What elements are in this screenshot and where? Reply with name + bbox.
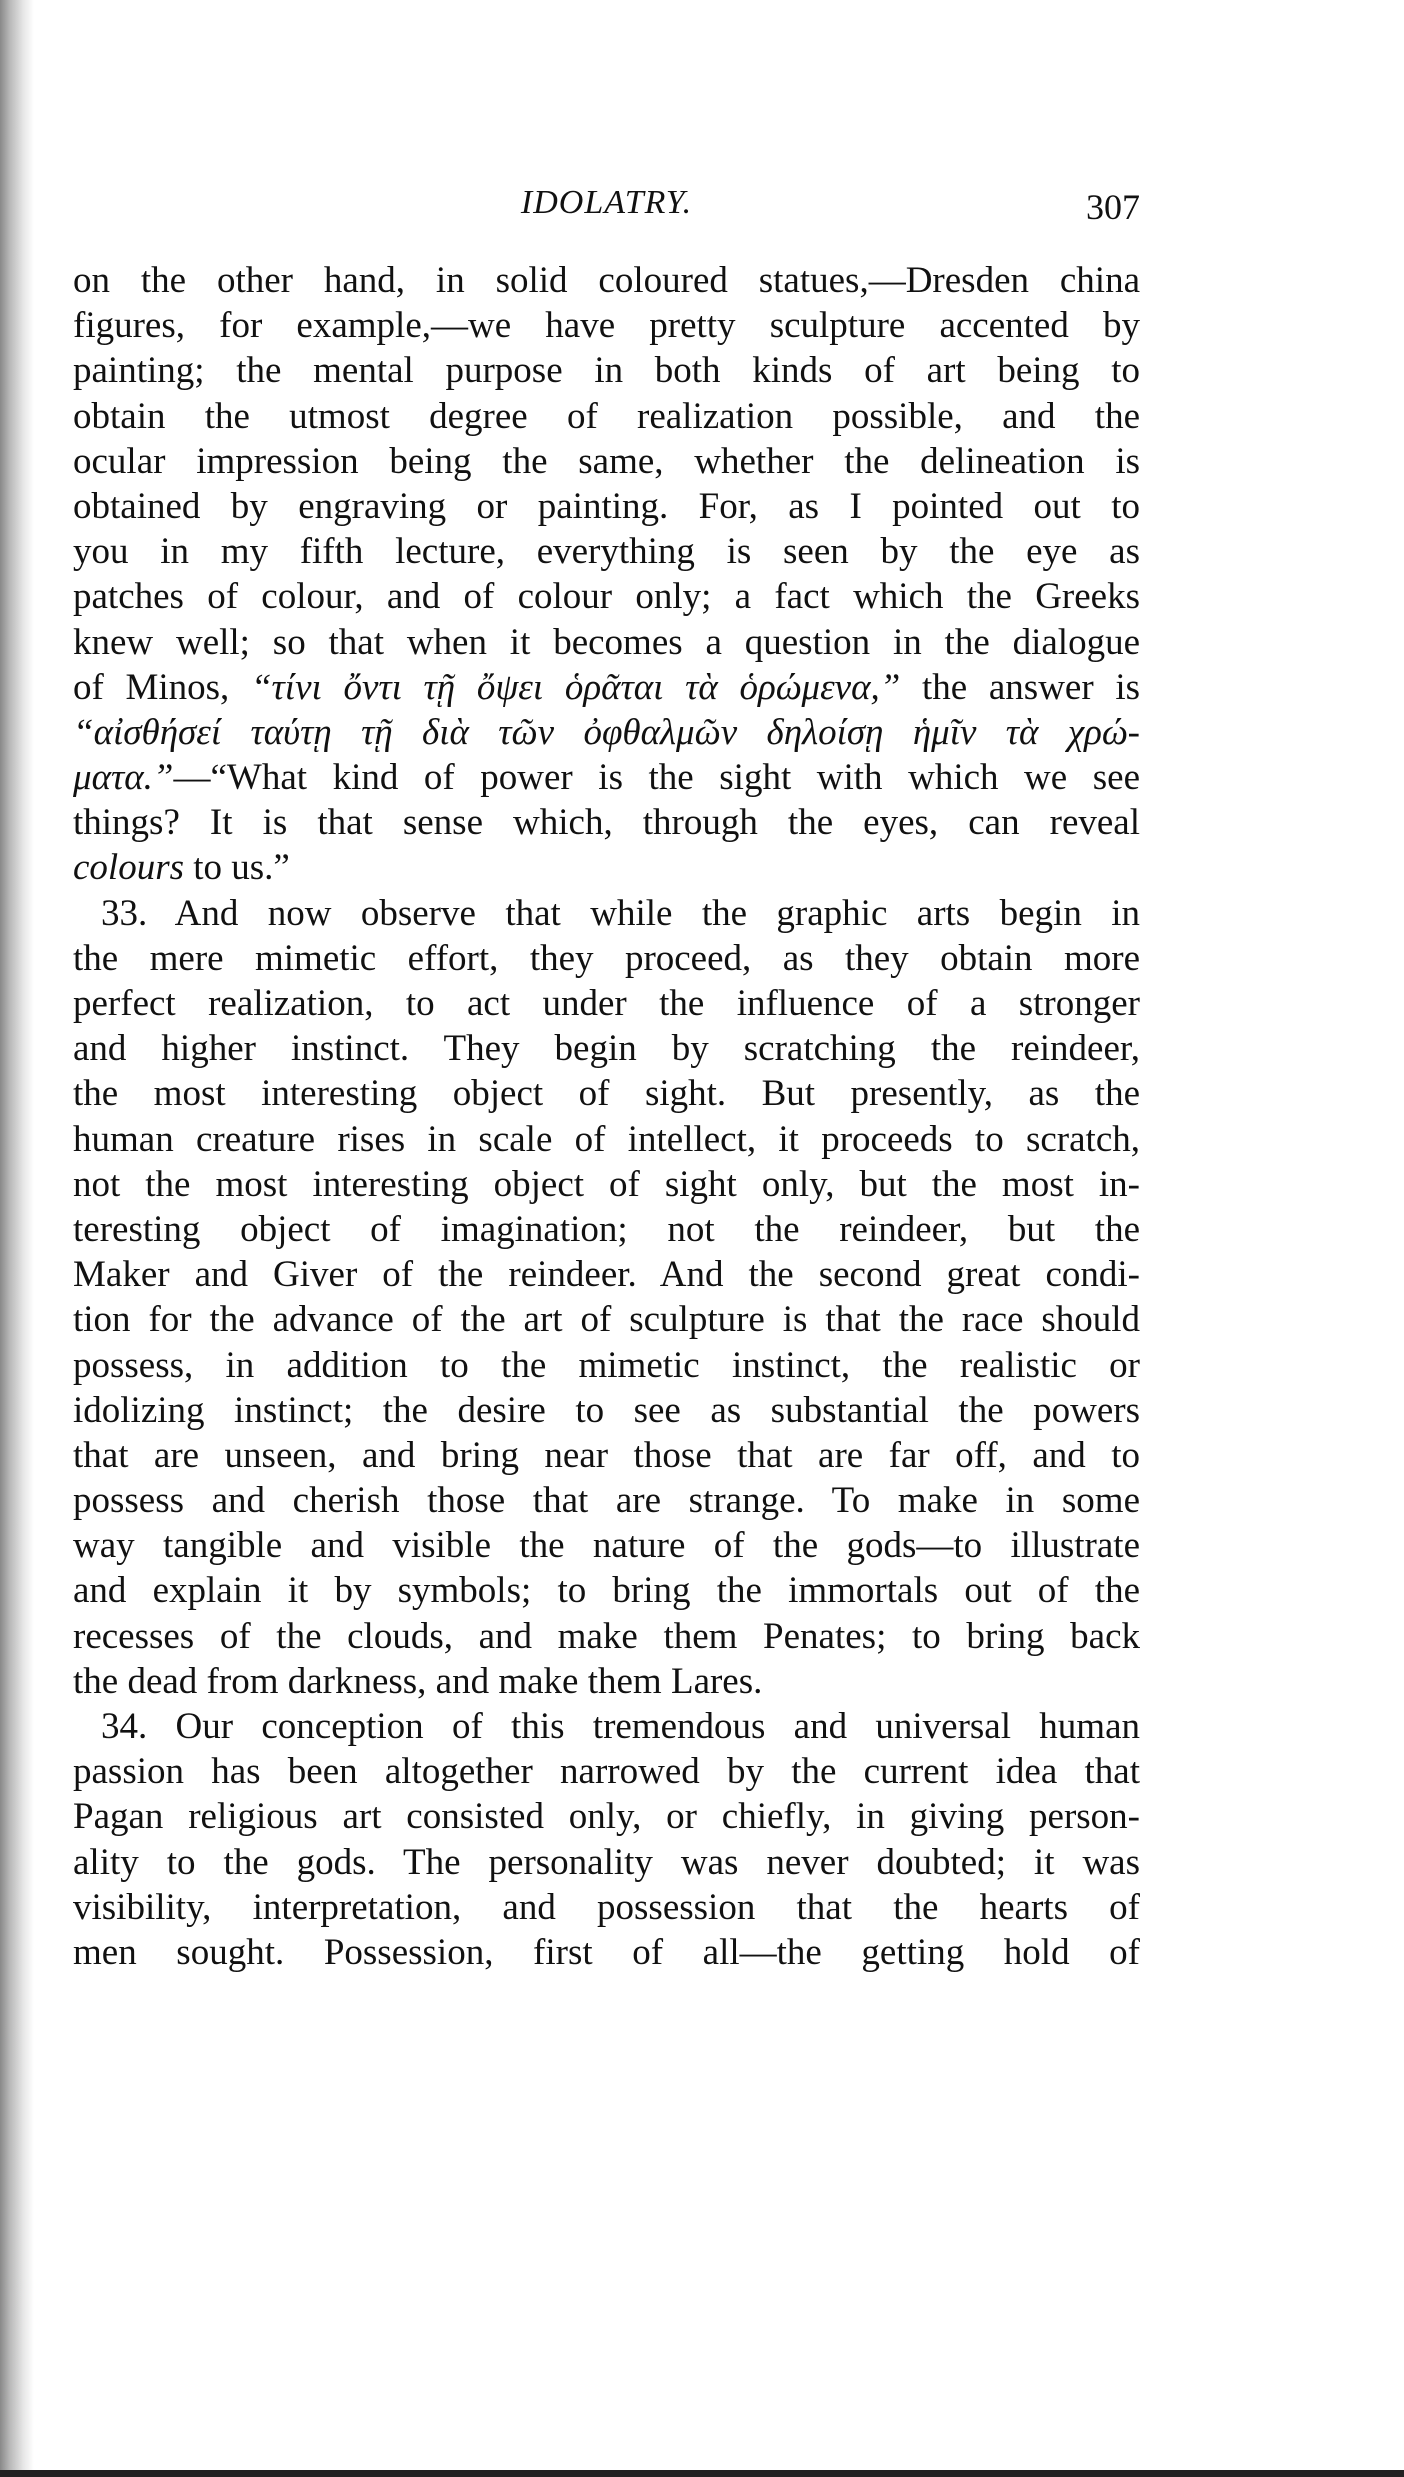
text-line: 33. And now observe that while the graphic arts begin in	[101, 892, 1140, 934]
text-line: idolizing instinct; the desire to see as substantial the powers	[73, 1389, 1140, 1431]
italic-segment: “τίνι ὄντι τῇ ὄψει ὁρᾶται τὰ ὁρώμενα,”	[250, 666, 901, 708]
text-line: things? It is that sense which, through the eyes, can reveal	[73, 802, 1140, 844]
text-line: possess and cherish those that are strange. To make in some	[73, 1480, 1140, 1522]
text-segment: to us.”	[184, 847, 290, 889]
text-line: painting; the mental purpose in both kinds of art being to	[73, 350, 1140, 392]
text-line	[73, 755, 1140, 800]
text-line	[73, 710, 1140, 755]
text-line: perfect realization, to act under the influence of a stronger	[73, 983, 1140, 1024]
text-line: human creature rises in scale of intellect, it proceeds to scratch,	[73, 1118, 1140, 1160]
text-line: the most interesting object of sight. But presently, as the	[73, 1073, 1140, 1115]
italic-segment: ματα.”	[73, 757, 174, 799]
text-line	[73, 845, 1140, 890]
text-line: the mere mimetic effort, they proceed, as they obtain more	[73, 937, 1140, 979]
text-line: you in my fifth lecture, everything is seen by the eye as	[73, 531, 1140, 573]
text-line: men sought. Possession, first of all—the getting hold of	[73, 1931, 1140, 1973]
text-line: ality to the gods. The personality was never doubted; it was	[73, 1841, 1140, 1883]
text-line: ocular impression being the same, whether the delineation is	[73, 440, 1140, 482]
text-line: 34. Our conception of this tremendous and universal human	[101, 1706, 1140, 1747]
italic-segment: “αἰσθήσεί ταύτῃ τῇ διὰ τῶν ὀφθαλμῶν δηλοίσῃ ἡμῖν τὰ χρώ-	[73, 711, 1140, 753]
text-line: and higher instinct. They begin by scratching the reindeer,	[73, 1028, 1140, 1070]
text-line: on the other hand, in solid coloured statues,—Dresden china	[73, 260, 1140, 301]
text-line: way tangible and visible the nature of the gods—to illustrate	[73, 1525, 1140, 1567]
text-line: not the most interesting object of sight only, but the most in-	[73, 1163, 1140, 1205]
italic-segment: colours	[73, 847, 184, 889]
text-line: recesses of the clouds, and make them Penates; to bring back	[73, 1615, 1140, 1657]
text-line: the dead from darkness, and make them Lares.	[73, 1660, 763, 1702]
text-line: obtain the utmost degree of realization possible, and the	[73, 395, 1140, 437]
text-line	[73, 665, 1140, 710]
page-number: 307	[1086, 187, 1140, 227]
text-line: visibility, interpretation, and possession that the hearts of	[73, 1886, 1140, 1928]
text-line: that are unseen, and bring near those that are far off, and to	[73, 1434, 1140, 1476]
text-line: obtained by engraving or painting. For, as I pointed out to	[73, 485, 1140, 527]
scan-edge-shadow	[0, 0, 34, 2477]
text-line: figures, for example,—we have pretty sculpture accented by	[73, 305, 1140, 347]
scan-bottom-edge	[0, 2470, 1404, 2477]
text-segment: —“What kind of power is the sight with which we see	[173, 757, 1140, 799]
page-header	[73, 176, 1140, 226]
text-line: passion has been altogether narrowed by the current idea that	[73, 1751, 1140, 1793]
body-text	[73, 258, 1140, 1975]
text-line: Maker and Giver of the reindeer. And the second great condi-	[73, 1254, 1140, 1296]
running-title: IDOLATRY.	[520, 184, 693, 221]
text-line: possess, in addition to the mimetic instinct, the realistic or	[73, 1344, 1140, 1386]
text-line: tion for the advance of the art of sculpture is that the race should	[73, 1299, 1140, 1341]
text-line: and explain it by symbols; to bring the immortals out of the	[73, 1570, 1140, 1612]
text-line: Pagan religious art consisted only, or chiefly, in giving person-	[73, 1796, 1140, 1838]
text-line: teresting object of imagination; not the reindeer, but the	[73, 1208, 1140, 1250]
text-line: patches of colour, and of colour only; a fact which the Greeks	[73, 576, 1140, 618]
text-line: knew well; so that when it becomes a question in the dialogue	[73, 621, 1140, 663]
text-segment: of Minos,	[73, 666, 251, 708]
text-segment: the answer is	[900, 666, 1140, 708]
